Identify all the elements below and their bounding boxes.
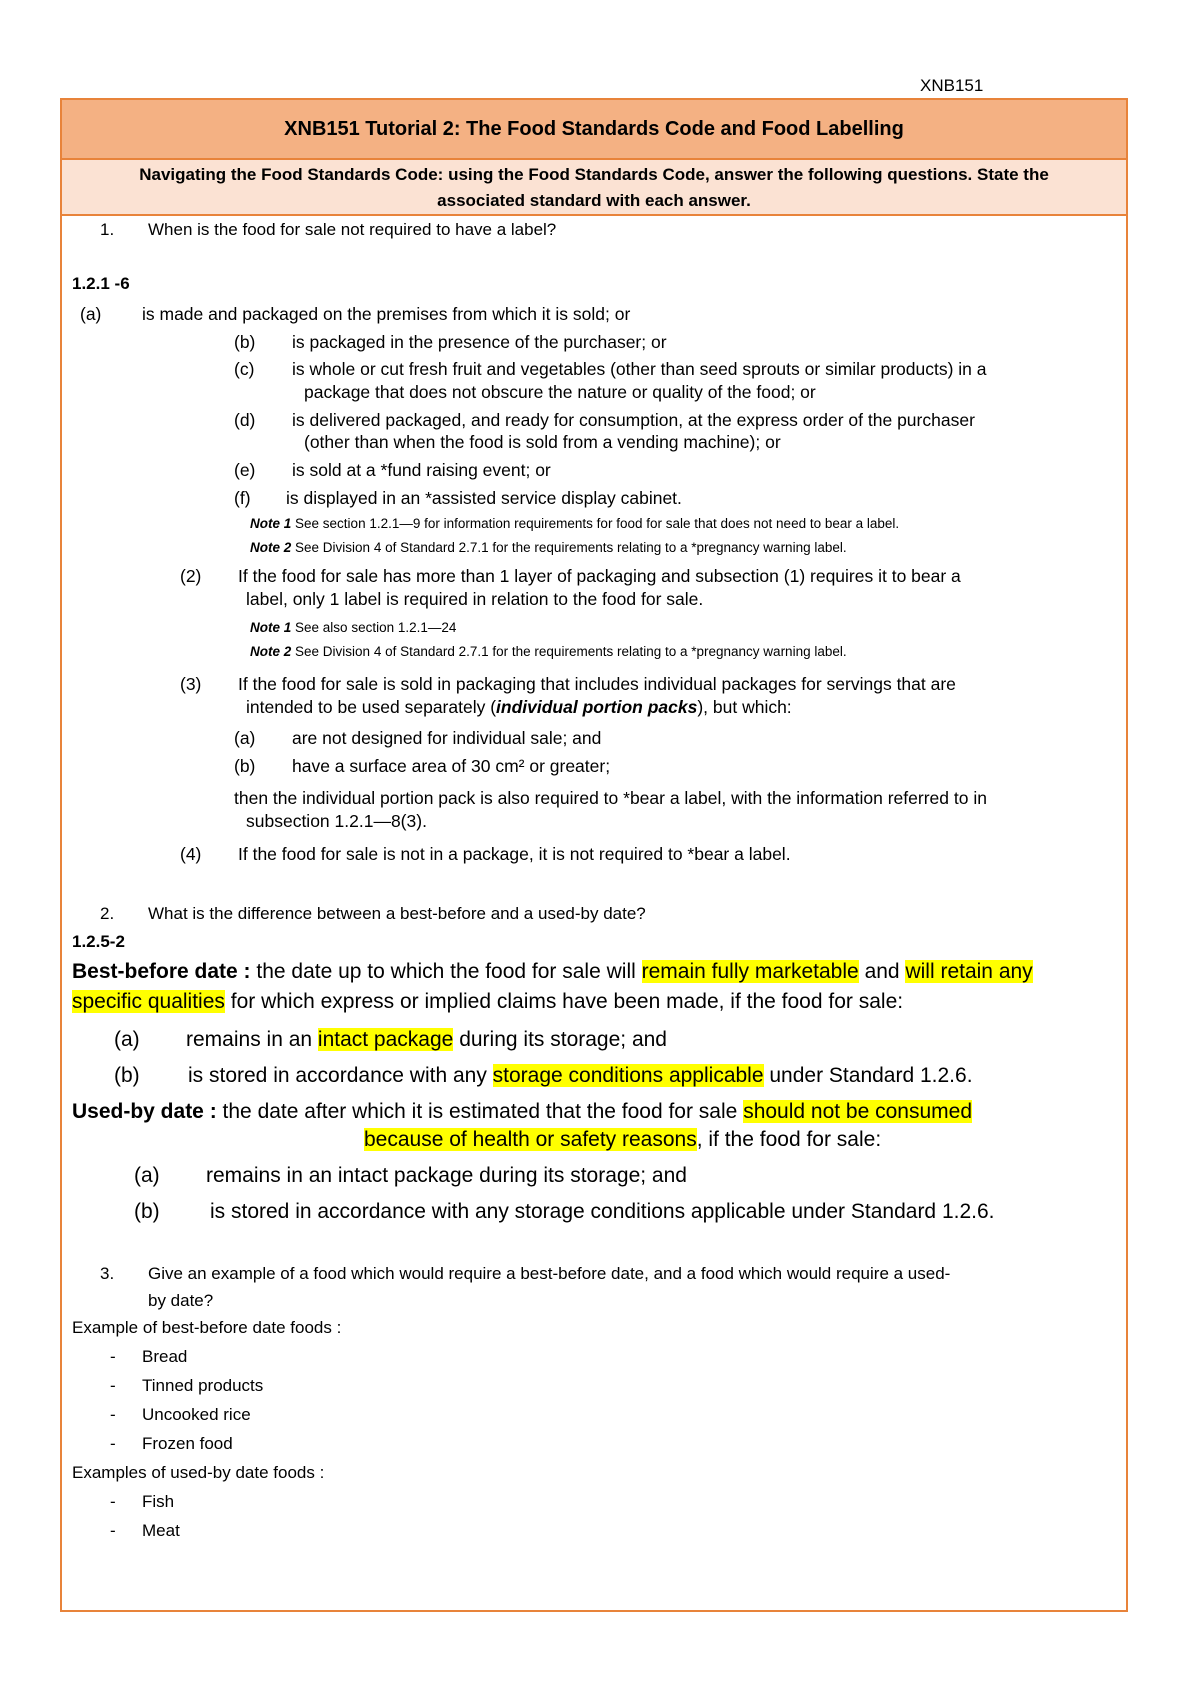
q1-note-2 [250, 540, 847, 555]
used-by-definition-line-1 [72, 1100, 972, 1124]
bb-a-label: (a) [114, 1028, 140, 1051]
highlight-intact-package: intact package [317, 1028, 454, 1051]
q1-item-c-label: (c) [234, 359, 255, 379]
note-text: See section 1.2.1—9 for information requirements for food for sale that does not need to bear a label. [295, 516, 900, 531]
q3-text-2: by date? [148, 1291, 214, 1310]
bb-b-text [188, 1064, 973, 1088]
list-dash: - [110, 1492, 116, 1511]
ub-text-2: , if the food for sale: [696, 1128, 882, 1151]
q1-sub2-text-2: label, only 1 label is required in relation to the food for sale. [246, 589, 704, 609]
instructions-line-1: Navigating the Food Standards Code: using the Food Standards Code, answer the following questions. State the [139, 165, 1049, 184]
q1-item-a-text: is made and packaged on the premises from which it is sold; or [142, 304, 631, 324]
best-before-definition-line-1 [72, 960, 1033, 984]
individual-portion-packs-term: individual portion packs [496, 697, 698, 717]
q2-number: 2. [100, 904, 115, 923]
highlight-should-not-be-consumed: should not be consumed [743, 1100, 973, 1123]
q1-ref: 1.2.1 -6 [72, 274, 130, 293]
list-item-bread: Bread [142, 1347, 188, 1366]
q1-sub4-label: (4) [180, 844, 202, 864]
q1-sub2-text: If the food for sale has more than 1 layer of packaging and subsection (1) requires it to bear a [238, 566, 961, 586]
q1-item-d-label: (d) [234, 410, 256, 430]
q1-note-3 [250, 620, 456, 635]
q1-item-b-label: (b) [234, 332, 256, 352]
q1-item-f-text: is displayed in an *assisted service display cabinet. [286, 488, 682, 508]
ub-b-text: is stored in accordance with any storage conditions applicable under Standard 1.2.6. [210, 1200, 995, 1223]
list-item-frozen: Frozen food [142, 1434, 233, 1453]
tutorial-frame [60, 98, 1128, 1612]
ub-a-text: remains in an intact package during its storage; and [206, 1164, 687, 1187]
ub-a-label: (a) [134, 1164, 160, 1187]
q1-note-1 [250, 516, 899, 531]
note-label: Note 1 [250, 620, 292, 635]
best-before-definition-line-2 [72, 990, 903, 1014]
title-band [62, 100, 1126, 160]
q1-item-f-label: (f) [234, 488, 251, 508]
list-dash: - [110, 1376, 116, 1395]
ub-examples-heading: Examples of used-by date foods : [72, 1463, 325, 1482]
q1-sub2-label: (2) [180, 566, 202, 586]
q1-note-4 [250, 644, 847, 659]
q1-sub3-a-text: are not designed for individual sale; and [292, 728, 602, 748]
note-label: Note 2 [250, 644, 292, 659]
bb-text-and: and [864, 960, 900, 983]
q1-item-d-text-2: (other than when the food is sold from a vending machine); or [304, 432, 781, 452]
list-dash: - [110, 1347, 116, 1366]
note-text: See also section 1.2.1—24 [295, 620, 457, 635]
q1-item-d-text: is delivered packaged, and ready for consumption, at the express order of the purchaser [292, 410, 975, 430]
list-item-tinned: Tinned products [142, 1376, 264, 1395]
bb-a-text [186, 1028, 667, 1052]
list-dash: - [110, 1521, 116, 1540]
q1-sub3-text-2 [246, 697, 792, 718]
note-label: Note 1 [250, 516, 292, 531]
q1-sub3-b-label: (b) [234, 756, 256, 776]
highlight-health-safety: because of health or safety reasons [364, 1128, 697, 1151]
highlight-will-retain-any: will retain any [905, 960, 1033, 983]
q3-number: 3. [100, 1264, 115, 1283]
list-item-meat: Meat [142, 1521, 180, 1540]
ub-text-1: the date after which it is estimated that the food for sale [222, 1100, 738, 1123]
note-text: See Division 4 of Standard 2.7.1 for the requirements relating to a *pregnancy warning label. [295, 540, 847, 555]
bb-b-text-2: under Standard 1.2.6. [769, 1064, 973, 1087]
q1-number: 1. [100, 220, 115, 239]
ub-b-label: (b) [134, 1200, 160, 1223]
page-code: XNB151 [920, 76, 984, 95]
list-item-rice: Uncooked rice [142, 1405, 251, 1424]
q1-item-b-text: is packaged in the presence of the purchaser; or [292, 332, 667, 352]
highlight-specific-qualities: specific qualities [72, 990, 225, 1013]
q1-sub4-text: If the food for sale is not in a package, it is not required to *bear a label. [238, 844, 791, 864]
q1-sub3-a-label: (a) [234, 728, 256, 748]
q1-text: When is the food for sale not required to have a label? [148, 220, 557, 239]
q1-sub3-text-2a: intended to be used separately ( [246, 697, 497, 717]
highlight-remain-fully-marketable: remain fully marketable [641, 960, 859, 983]
note-text: See Division 4 of Standard 2.7.1 for the requirements relating to a *pregnancy warning label. [295, 644, 847, 659]
q1-item-c-text-2: package that does not obscure the nature or quality of the food; or [304, 382, 816, 402]
highlight-storage-conditions: storage conditions applicable [492, 1064, 764, 1087]
q1-item-e-text: is sold at a *fund raising event; or [292, 460, 551, 480]
list-dash: - [110, 1405, 116, 1424]
bb-text-1: the date up to which the food for sale will [256, 960, 636, 983]
q2-text: What is the difference between a best-before and a used-by date? [148, 904, 646, 923]
q1-sub3-b-text: have a surface area of 30 cm² or greater; [292, 756, 611, 776]
q1-then-text: then the individual portion pack is also required to *bear a label, with the information referred to in [234, 788, 987, 808]
q1-sub3-text-2c: ), but which: [697, 697, 792, 717]
instructions-line-2: associated standard with each answer. [437, 191, 751, 210]
instructions-band [62, 160, 1126, 216]
bb-a-text-1: remains in an [186, 1028, 313, 1051]
q3-text: Give an example of a food which would require a best-before date, and a food which would require a used- [148, 1264, 951, 1283]
q1-item-e-label: (e) [234, 460, 256, 480]
bb-b-text-1: is stored in accordance with any [188, 1064, 487, 1087]
bb-b-label: (b) [114, 1064, 140, 1087]
q1-item-a-label: (a) [80, 304, 102, 324]
list-dash: - [110, 1434, 116, 1453]
bb-examples-heading: Example of best-before date foods : [72, 1318, 342, 1337]
bb-text-3: for which express or implied claims have been made, if the food for sale: [230, 990, 904, 1013]
note-label: Note 2 [250, 540, 292, 555]
q1-sub3-text: If the food for sale is sold in packaging that includes individual packages for servings that are [238, 674, 956, 694]
best-before-label: Best-before date : [72, 960, 251, 983]
q1-sub3-label: (3) [180, 674, 202, 694]
page-title: XNB151 Tutorial 2: The Food Standards Code and Food Labelling [284, 117, 904, 140]
q1-then-text-2: subsection 1.2.1—8(3). [246, 811, 427, 831]
list-item-fish: Fish [142, 1492, 175, 1511]
bb-a-text-2: during its storage; and [459, 1028, 667, 1051]
q1-item-c-text: is whole or cut fresh fruit and vegetables (other than seed sprouts or similar products) in a [292, 359, 987, 379]
used-by-label: Used-by date : [72, 1100, 217, 1123]
used-by-definition-line-2 [364, 1128, 881, 1152]
q2-ref: 1.2.5-2 [72, 932, 125, 951]
